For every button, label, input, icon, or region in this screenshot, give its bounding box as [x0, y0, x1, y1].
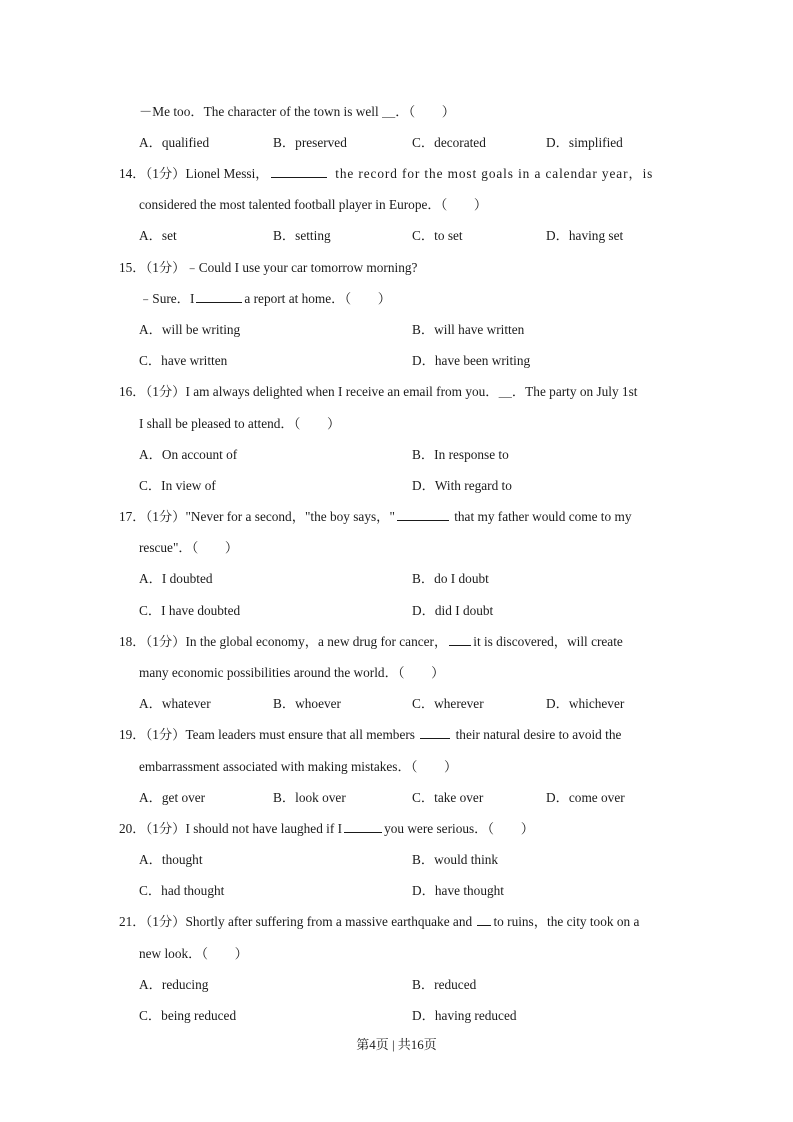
q14-stem-end: the record for the most goals in a calendar year，is: [335, 166, 654, 181]
q13-option-a: A．qualified: [139, 135, 210, 150]
q13-option-d: D．simplified: [546, 135, 623, 150]
q21-stem-end: to ruins，the city took on a: [493, 914, 640, 929]
q19-option-b: B．look over: [273, 790, 346, 805]
q21-option-b: B．reduced: [412, 977, 477, 992]
q18-option-a: A．whatever: [139, 696, 211, 711]
q21-stem-line2: new look．（ ）: [139, 946, 248, 961]
q19-answer-blank: [420, 726, 450, 739]
q17-answer-blank: [397, 508, 449, 521]
q14-stem-line1: [119, 165, 653, 183]
q17-stem-start: 17．（1分）"Never for a second，"the boy says，": [119, 509, 395, 524]
q14-option-b: B．setting: [273, 228, 331, 243]
q15-option-a: A．will be writing: [139, 322, 241, 337]
q14-answer-blank: [271, 165, 327, 178]
q14-option-d: D．having set: [546, 228, 624, 243]
q18-stem-end: it is discovered，will create: [473, 634, 623, 649]
q17-stem-end: that my father would come to my: [454, 509, 632, 524]
q16-stem-line1: 16．（1分）I am always delighted when I receive an email from you．＿．The party on July 1st: [119, 384, 638, 399]
q15-stem-line2: [139, 290, 391, 308]
q17-stem-line2: rescue"．（ ）: [139, 540, 239, 555]
q18-stem-line2: many economic possibilities around the world．（ ）: [139, 665, 445, 680]
q20-option-d: D．have thought: [412, 883, 504, 898]
q14-option-a: A．set: [139, 228, 177, 243]
q20-stem-end: you were serious．（ ）: [384, 821, 534, 836]
q15-stem-line1: 15．（1分）﹣Could I use your car tomorrow morning?: [119, 260, 418, 275]
q21-option-d: D．having reduced: [412, 1008, 517, 1023]
q18-stem-start: 18．（1分）In the global economy，a new drug for cancer，: [119, 634, 448, 649]
q21-answer-blank: [477, 913, 491, 926]
q16-option-b: B．In response to: [412, 447, 509, 462]
q19-option-a: A．get over: [139, 790, 206, 805]
q18-option-b: B．whoever: [273, 696, 341, 711]
q21-option-c: C．being reduced: [139, 1008, 237, 1023]
q19-option-c: C．take over: [412, 790, 484, 805]
q15-option-d: D．have been writing: [412, 353, 531, 368]
q14-option-c: C．to set: [412, 228, 463, 243]
q17-option-a: A．I doubted: [139, 571, 213, 586]
q21-stem-line1: [119, 913, 639, 931]
q19-stem-end: their natural desire to avoid the: [455, 727, 622, 742]
q20-option-c: C．had thought: [139, 883, 225, 898]
q17-option-c: C．I have doubted: [139, 603, 241, 618]
q15-answer-blank: [196, 290, 242, 303]
q19-option-d: D．come over: [546, 790, 625, 805]
q13-option-c: C．decorated: [412, 135, 486, 150]
q19-stem-line1: [119, 726, 621, 744]
page-number-footer: 第4页 | 共16页: [356, 1037, 437, 1052]
q13-stem: －Me too．The character of the town is well ＿．（ ）: [139, 104, 456, 119]
q19-stem-line2: embarrassment associated with making mistakes．（ ）: [139, 759, 458, 774]
q19-stem-start: 19．（1分）Team leaders must ensure that all members: [119, 727, 415, 742]
q15-option-b: B．will have written: [412, 322, 525, 337]
q18-option-c: C．wherever: [412, 696, 484, 711]
q14-stem-line2: considered the most talented football player in Europe．（ ）: [139, 197, 488, 212]
q20-answer-blank: [344, 820, 382, 833]
q15-option-c: C．have written: [139, 353, 228, 368]
q15-stem-start: ﹣Sure．I: [139, 291, 195, 306]
q15-stem-end: a report at home．（ ）: [244, 291, 392, 306]
q18-stem-line1: [119, 633, 623, 651]
q20-stem-line1: [119, 820, 534, 838]
q18-option-d: D．whichever: [546, 696, 625, 711]
q14-stem-start: 14．（1分）Lionel Messi，: [119, 166, 269, 181]
q17-option-b: B．do I doubt: [412, 571, 489, 586]
q20-stem-start: 20．（1分）I should not have laughed if I: [119, 821, 343, 836]
q13-option-b: B．preserved: [273, 135, 347, 150]
q21-option-a: A．reducing: [139, 977, 209, 992]
q18-answer-blank: [449, 633, 471, 646]
q17-stem-line1: [119, 508, 631, 526]
q16-option-d: D．With regard to: [412, 478, 512, 493]
q20-option-b: B．would think: [412, 852, 499, 867]
q16-stem-line2: I shall be pleased to attend．（ ）: [139, 416, 341, 431]
q16-option-c: C．In view of: [139, 478, 216, 493]
q17-option-d: D．did I doubt: [412, 603, 494, 618]
q16-option-a: A．On account of: [139, 447, 238, 462]
q21-stem-start: 21．（1分）Shortly after suffering from a massive earthquake and: [119, 914, 473, 929]
q20-option-a: A．thought: [139, 852, 203, 867]
